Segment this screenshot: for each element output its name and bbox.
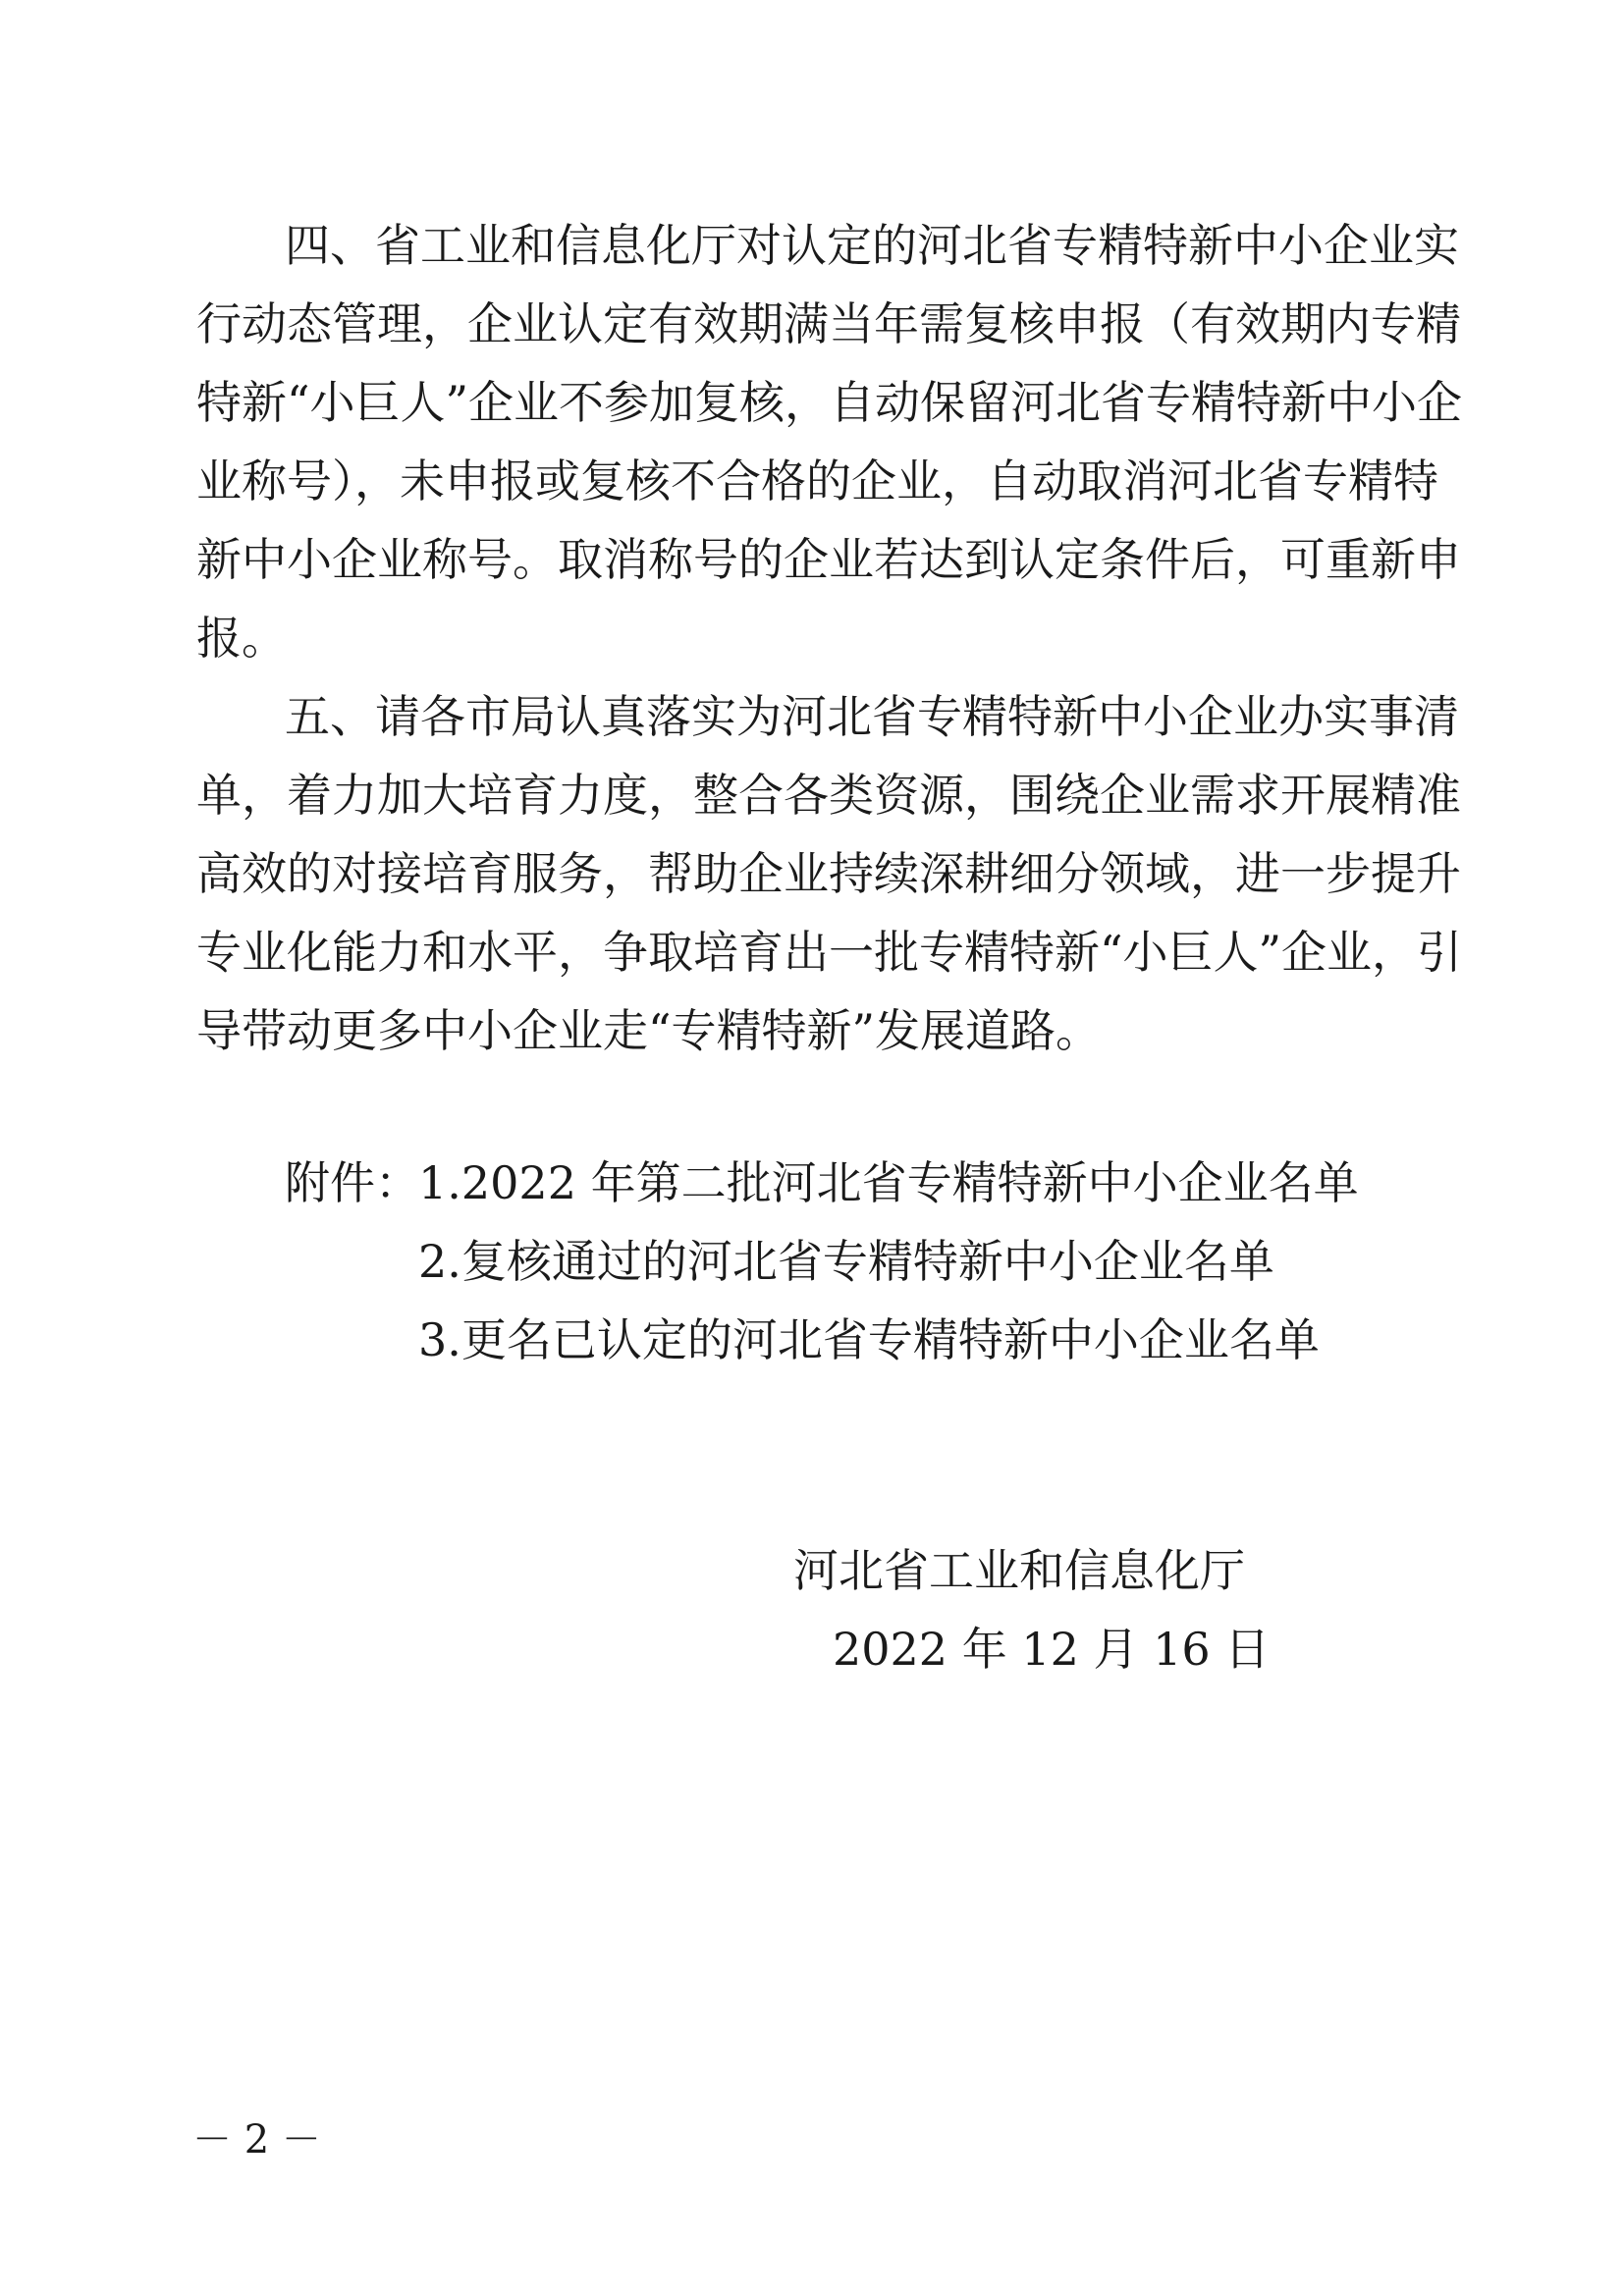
paragraph-line: 业称号），未申报或复核不合格的企业，自动取消河北省专精特 — [196, 454, 1438, 507]
paragraph-line: 导带动更多中小企业走“专精特新”发展道路。 — [196, 1004, 1102, 1057]
paragraph-line: 报。 — [196, 612, 287, 665]
paragraph-line: 专业化能力和水平，争取培育出一批专精特新“小巨人”企业，引 — [196, 926, 1463, 979]
paragraph-line: 单，着力加大培育力度，整合各类资源，围绕企业需求开展精准 — [196, 769, 1461, 822]
issuing-organization: 河北省工业和信息化厅 — [793, 1544, 1245, 1597]
page-number: － 2 － — [192, 2117, 321, 2163]
paragraph-line: 特新“小巨人”企业不参加复核，自动保留河北省专精特新中小企 — [196, 376, 1463, 429]
paragraph-line: 新中小企业称号。取消称号的企业若达到认定条件后，可重新申 — [196, 533, 1461, 586]
paragraph-line: 行动态管理，企业认定有效期满当年需复核申报（有效期内专精 — [196, 297, 1461, 350]
paragraph-line: 五、请各市局认真落实为河北省专精特新中小企业办实事清 — [285, 690, 1459, 743]
attachment-item: 2.复核通过的河北省专精特新中小企业名单 — [418, 1235, 1274, 1288]
issue-date: 2022 年 12 月 16 日 — [833, 1623, 1271, 1676]
attachment-item: 3.更名已认定的河北省专精特新中小企业名单 — [418, 1313, 1320, 1366]
attachments-label: 附件： — [285, 1156, 420, 1209]
attachment-item: 1.2022 年第二批河北省专精特新中小企业名单 — [418, 1156, 1359, 1209]
paragraph-line: 高效的对接培育服务，帮助企业持续深耕细分领域，进一步提升 — [196, 847, 1461, 900]
paragraph-line: 四、省工业和信息化厅对认定的河北省专精特新中小企业实 — [285, 219, 1459, 272]
